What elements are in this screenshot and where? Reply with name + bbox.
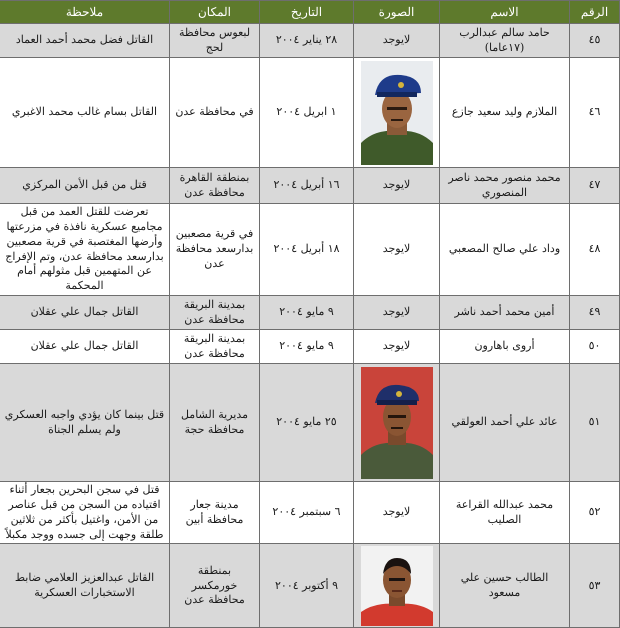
cell-note: القاتل عبدالعزيز العلامي ضابط الاستخبارات العسكرية <box>0 544 170 628</box>
cell-place: لبعوس محافظة لحج <box>170 24 260 58</box>
cell-place: مدينة جعار محافظة أبين <box>170 482 260 544</box>
cell-name: محمد عبدالله القراعة الصليب <box>440 482 570 544</box>
cell-date: ٩ مايو ٢٠٠٤ <box>260 330 354 364</box>
cell-name: عائد علي أحمد العولقي <box>440 364 570 482</box>
cell-date: ٢٥ مايو ٢٠٠٤ <box>260 364 354 482</box>
cell-num: ٤٦ <box>570 58 620 168</box>
table-row <box>0 544 620 628</box>
cell-note: القاتل فضل محمد أحمد العماد <box>0 24 170 58</box>
header-note: ملاحظة <box>0 1 170 24</box>
cell-photo: لايوجد <box>354 482 440 544</box>
cell-date: ٩ مايو ٢٠٠٤ <box>260 296 354 330</box>
cell-date: ٩ أكتوبر ٢٠٠٤ <box>260 544 354 628</box>
cell-date: ٢٨ يناير ٢٠٠٤ <box>260 24 354 58</box>
portrait-photo <box>361 546 433 626</box>
cell-note: القاتل بسام غالب محمد الاغبري <box>0 58 170 168</box>
cell-photo: لايوجد <box>354 330 440 364</box>
cell-place: في قرية مصعبين بدارسعد محافظة عدن <box>170 204 260 296</box>
cell-place: بمدينة البريقة محافظة عدن <box>170 330 260 364</box>
cell-num: ٥٠ <box>570 330 620 364</box>
cell-note: القاتل جمال علي عقلان <box>0 296 170 330</box>
cell-name: الطالب حسين علي مسعود <box>440 544 570 628</box>
cell-name: أروى باهارون <box>440 330 570 364</box>
header-name: الاسم <box>440 1 570 24</box>
cell-date: ١ ابريل ٢٠٠٤ <box>260 58 354 168</box>
cell-note: القاتل جمال علي عقلان <box>0 330 170 364</box>
cell-num: ٥٢ <box>570 482 620 544</box>
cell-num: ٤٨ <box>570 204 620 296</box>
cell-photo <box>354 58 440 168</box>
cell-place: بمنطقة خورمكسر محافظة عدن <box>170 544 260 628</box>
cell-num: ٤٧ <box>570 168 620 204</box>
table-row <box>0 168 620 204</box>
header-num: الرقم <box>570 1 620 24</box>
portrait-photo <box>361 367 433 479</box>
table-row <box>0 58 620 168</box>
cell-name: محمد منصور محمد ناصر المنصوري <box>440 168 570 204</box>
cell-date: ١٦ أبريل ٢٠٠٤ <box>260 168 354 204</box>
cell-note: قتل من قبل الأمن المركزي <box>0 168 170 204</box>
cell-num: ٤٥ <box>570 24 620 58</box>
header-place: المكان <box>170 1 260 24</box>
cell-place: في محافظة عدن <box>170 58 260 168</box>
cell-note: قتل بينما كان يؤدي واجبه العسكري ولم يسلم الجناة <box>0 364 170 482</box>
cell-place: مديرية الشامل محافظة حجة <box>170 364 260 482</box>
cell-name: الملازم وليد سعيد جازع <box>440 58 570 168</box>
cell-note: قتل في سجن البحرين بجعار أثناء اقتياده من السجن من قبل عناصر من الأمن، واغتيل بأكثر من ثلاثين طلقة وجهت إلى جسده ووجد مكبلاً <box>0 482 170 544</box>
table-row <box>0 296 620 330</box>
cell-photo: لايوجد <box>354 296 440 330</box>
table-row <box>0 204 620 296</box>
table-row <box>0 364 620 482</box>
cell-place: بمدينة البريقة محافظة عدن <box>170 296 260 330</box>
cell-name: أمين محمد أحمد ناشر <box>440 296 570 330</box>
cell-photo: لايوجد <box>354 24 440 58</box>
cell-num: ٥١ <box>570 364 620 482</box>
cell-photo: لايوجد <box>354 168 440 204</box>
header-row <box>0 1 620 24</box>
cell-name: وداد علي صالح المصعبي <box>440 204 570 296</box>
cell-num: ٥٣ <box>570 544 620 628</box>
cell-date: ٦ سبتمبر ٢٠٠٤ <box>260 482 354 544</box>
cell-photo: لايوجد <box>354 204 440 296</box>
header-date: التاريخ <box>260 1 354 24</box>
cell-photo <box>354 364 440 482</box>
portrait-photo <box>361 61 433 165</box>
cell-name: حامد سالم عبدالرب (١٧عاما) <box>440 24 570 58</box>
cell-photo <box>354 544 440 628</box>
table-row <box>0 330 620 364</box>
table-row <box>0 482 620 544</box>
cell-note: تعرضت للقتل العمد من قبل مجاميع عسكرية نافذة في مزرعتها وأرضها المغتصبة في قرية مصعبين بدارسعد محافظة عدن، وتم الإفراج عن المتهمين قبل مثولهم أمام المحكمة <box>0 204 170 296</box>
cell-date: ١٨ أبريل ٢٠٠٤ <box>260 204 354 296</box>
cell-num: ٤٩ <box>570 296 620 330</box>
table-row <box>0 24 620 58</box>
cell-place: بمنطقة القاهرة محافظة عدن <box>170 168 260 204</box>
header-photo: الصورة <box>354 1 440 24</box>
